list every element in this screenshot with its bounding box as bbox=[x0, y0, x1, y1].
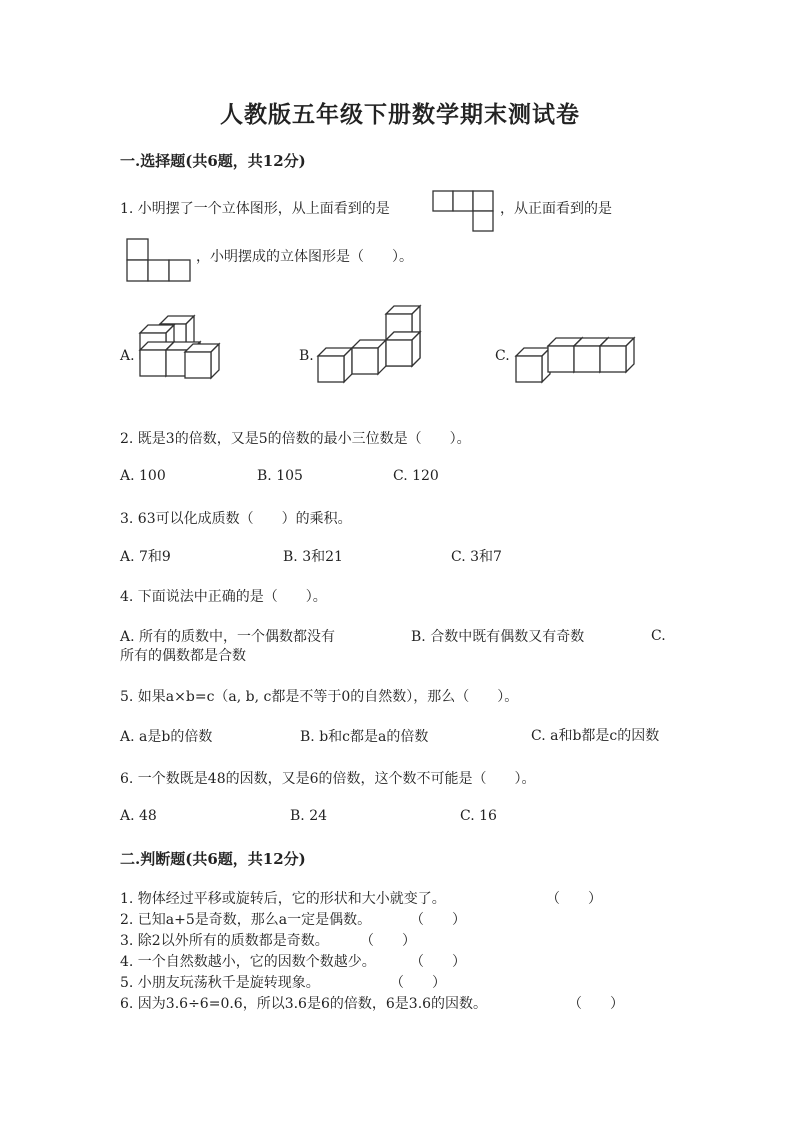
q4-option-c[interactable]: C. 所有的偶数都是合数 bbox=[120, 628, 666, 664]
q6-option-c[interactable]: C. 16 bbox=[460, 808, 497, 824]
judge-item-2-text: 2. 已知a+5是奇数，那么a一定是偶数。 bbox=[120, 912, 372, 928]
judge-item-6-text: 6. 因为3.6÷6=0.6，所以3.6是6的倍数，6是3.6的因数。 bbox=[120, 996, 488, 1012]
top-view-figure bbox=[432, 190, 496, 234]
cube bbox=[185, 344, 219, 378]
question-5-text: 5. 如果a×b=c（a, b, c都是不等于0的自然数），那么（ ）。 bbox=[120, 689, 519, 705]
q2-option-a[interactable]: A. 100 bbox=[120, 468, 166, 484]
section-heading-judge: 二.判断题(共6题，共12分) bbox=[120, 850, 306, 868]
front-view-figure bbox=[126, 238, 190, 284]
cube bbox=[352, 340, 386, 374]
judge-item-1-text: 1. 物体经过平移或旋转后，它的形状和大小就变了。 bbox=[120, 891, 446, 907]
option-b-cube-figure[interactable] bbox=[318, 306, 428, 386]
question-1-text-b: ，从正面看到的是 bbox=[500, 201, 612, 217]
q6-option-a[interactable]: A. 48 bbox=[120, 808, 157, 824]
judge-item-2-answer[interactable]: （ ） bbox=[410, 912, 466, 928]
q2-option-b[interactable]: B. 105 bbox=[257, 468, 303, 484]
q6-option-b[interactable]: B. 24 bbox=[290, 808, 328, 824]
q1-option-a-label[interactable]: A. bbox=[120, 348, 135, 364]
question-1-text: 1. 小明摆了一个立体图形，从上面看到的是 bbox=[120, 201, 390, 217]
option-a-cube-figure[interactable] bbox=[140, 315, 230, 385]
question-2-text: 2. 既是3的倍数，又是5的倍数的最小三位数是（ ）。 bbox=[120, 431, 471, 447]
judge-item-4-text: 4. 一个自然数越小，它的因数个数越少。 bbox=[120, 954, 376, 970]
judge-item-5-answer[interactable]: （ ） bbox=[390, 975, 446, 991]
question-6-text: 6. 一个数既是48的因数，又是6的倍数，这个数不可能是（ ）。 bbox=[120, 771, 536, 787]
q1-option-c-label[interactable]: C. bbox=[495, 348, 510, 364]
judge-item-5-text: 5. 小朋友玩荡秋千是旋转现象。 bbox=[120, 975, 320, 991]
cube bbox=[600, 338, 634, 372]
q5-option-a[interactable]: A. a是b的倍数 bbox=[120, 729, 213, 745]
q4-option-b[interactable]: B. 合数中既有偶数又有奇数 bbox=[411, 629, 585, 645]
judge-item-4-answer[interactable]: （ ） bbox=[410, 954, 466, 970]
cube bbox=[386, 332, 420, 366]
judge-item-3-answer[interactable]: （ ） bbox=[360, 933, 416, 949]
q4-option-a[interactable]: A. 所有的质数中，一个偶数都没有 bbox=[120, 629, 336, 645]
section-heading-choice: 一.选择题(共6题，共12分) bbox=[120, 152, 306, 170]
question-1-text-c: ，小明摆成的立体图形是（ ）。 bbox=[196, 249, 413, 265]
q2-option-c[interactable]: C. 120 bbox=[393, 468, 439, 484]
q5-option-c[interactable]: C. a和b都是c的因数 bbox=[531, 728, 660, 744]
cube bbox=[318, 348, 352, 382]
judge-item-6-answer[interactable]: （ ） bbox=[568, 996, 624, 1012]
judge-item-3-text: 3. 除2以外所有的质数都是奇数。 bbox=[120, 933, 329, 949]
question-4-text: 4. 下面说法中正确的是（ ）。 bbox=[120, 589, 327, 605]
q3-option-c[interactable]: C. 3和7 bbox=[451, 549, 502, 565]
page-title: 人教版五年级下册数学期末测试卷 bbox=[220, 101, 580, 128]
judge-item-1-answer[interactable]: （ ） bbox=[546, 891, 602, 907]
q5-option-b[interactable]: B. b和c都是a的倍数 bbox=[300, 729, 429, 745]
q1-option-b-label[interactable]: B. bbox=[299, 348, 314, 364]
q3-option-a[interactable]: A. 7和9 bbox=[120, 549, 171, 565]
option-c-cube-figure[interactable] bbox=[514, 330, 624, 385]
q3-option-b[interactable]: B. 3和21 bbox=[283, 549, 343, 565]
question-3-text: 3. 63可以化成质数（ ）的乘积。 bbox=[120, 511, 352, 527]
cube bbox=[516, 348, 550, 382]
